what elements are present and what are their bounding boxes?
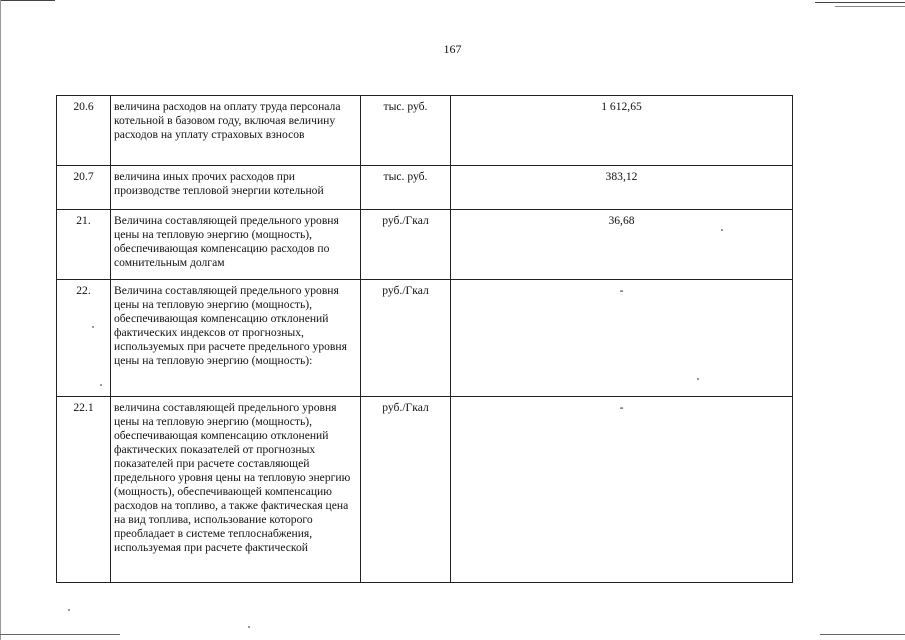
- row-value: -: [451, 397, 793, 583]
- table-row: [57, 280, 793, 397]
- row-description: величина иных прочих расходов при производстве тепловой энергии котельной: [111, 166, 361, 210]
- scan-speck: [248, 626, 250, 628]
- row-number: 22.1: [57, 397, 111, 583]
- scan-speck: [697, 378, 699, 380]
- row-unit: руб./Гкал: [361, 210, 451, 280]
- row-unit: руб./Гкал: [361, 397, 451, 583]
- row-number: 20.7: [57, 166, 111, 210]
- scan-speck: [721, 229, 723, 231]
- row-unit: тыс. руб.: [361, 96, 451, 166]
- scan-speck: [92, 326, 94, 328]
- row-number: 22.: [57, 280, 111, 397]
- table-row: [57, 397, 793, 583]
- row-description: Величина составляющей предельного уровня цены на тепловую энергию (мощность), обеспечивающая компенсацию расходов по сомнительным долгам: [111, 210, 361, 280]
- scan-edge-line: [0, 634, 120, 635]
- row-unit: тыс. руб.: [361, 166, 451, 210]
- row-value: 383,12: [451, 166, 793, 210]
- row-description: величина составляющей предельного уровня цены на тепловую энергию (мощность), обеспечивающая компенсацию отклонений фактических показателей от прогнозных показателей при расчете составляющей предельного уровня цены на тепловую энергию (мощность), обеспечивающей компенсацию расходов на топливо, а также фактическая цена на вид топлива, использование которого преобладает в системе теплоснабжения, используемая при расчете фактической: [111, 397, 361, 583]
- scan-speck: [100, 384, 102, 386]
- row-value: 36,68: [451, 210, 793, 280]
- row-unit: руб./Гкал: [361, 280, 451, 397]
- table-row: [57, 96, 793, 166]
- rates-table: [56, 95, 793, 583]
- row-description: Величина составляющей предельного уровня цены на тепловую энергию (мощность), обеспечивающая компенсацию отклонений фактических индексов от прогнозных, используемых при расчете предельного уровня цены на тепловую энергию (мощность):: [111, 280, 361, 397]
- row-number: 20.6: [57, 96, 111, 166]
- table-row: [57, 166, 793, 210]
- scan-edge-line: [0, 0, 55, 1]
- row-value: -: [451, 280, 793, 397]
- row-number: 21.: [57, 210, 111, 280]
- scan-speck: [68, 609, 70, 611]
- row-value: 1 612,65: [451, 96, 793, 166]
- page-number: 167: [443, 42, 462, 56]
- scan-edge-line: [820, 634, 905, 635]
- table-row: [57, 210, 793, 280]
- scan-edge-line: [835, 6, 905, 7]
- scan-edge-line: [815, 2, 905, 3]
- row-description: величина расходов на оплату труда персонала котельной в базовом году, включая величину расходов на уплату страховых взносов: [111, 96, 361, 166]
- scan-edge-line: [0, 0, 1, 640]
